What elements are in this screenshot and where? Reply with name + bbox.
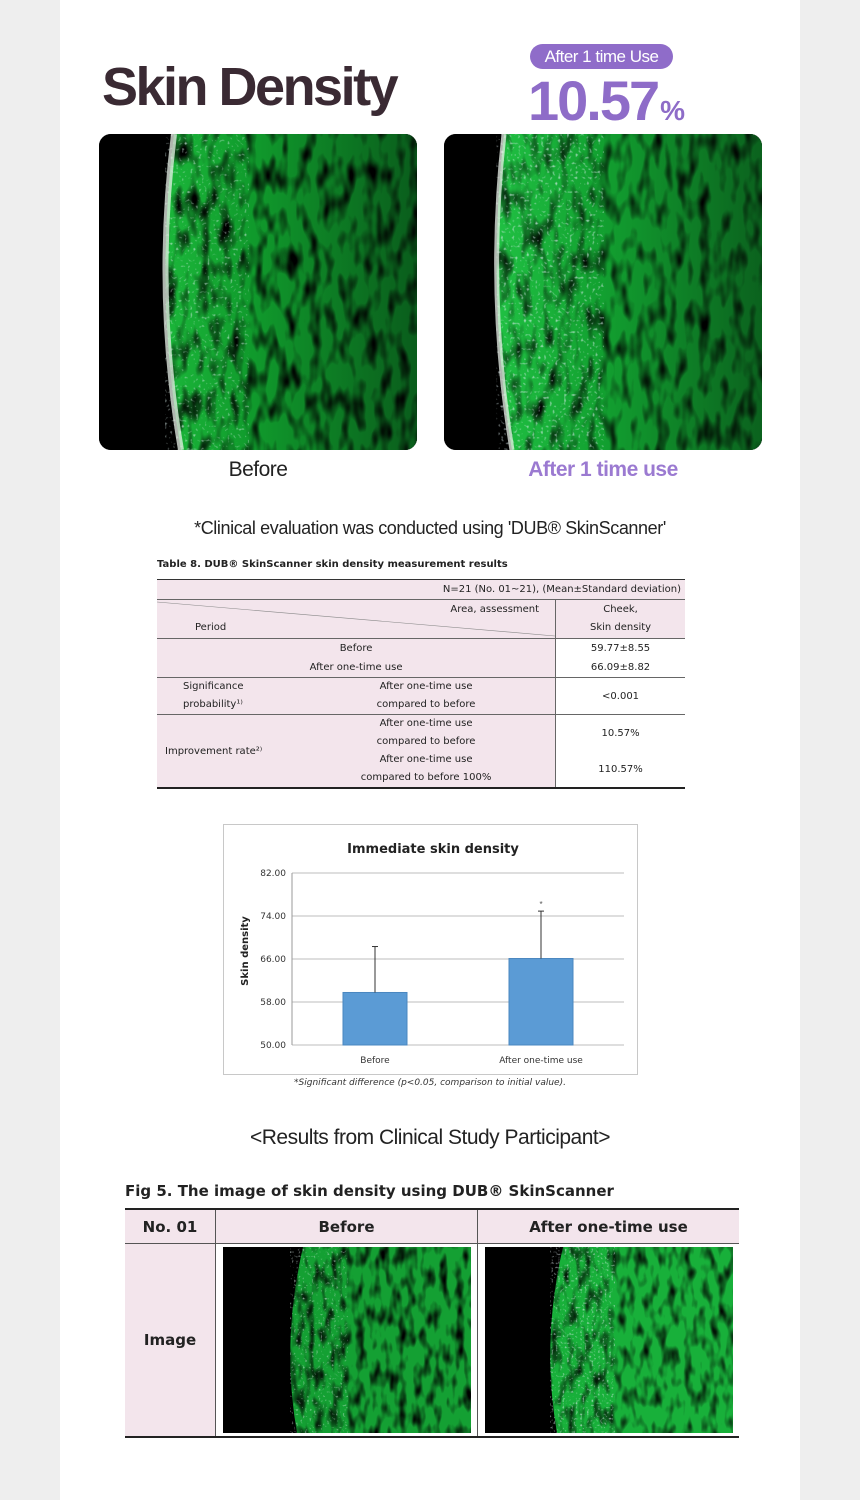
after-row-label: After one-time use bbox=[157, 658, 556, 678]
bar-before bbox=[343, 992, 407, 1045]
bar-after bbox=[509, 959, 573, 1045]
period-label: Period bbox=[195, 622, 227, 633]
y-tick-label: 58.00 bbox=[260, 998, 286, 1008]
improvement-value-b: 110.57% bbox=[598, 763, 643, 775]
improvement-condition-a: After one-time use compared to before bbox=[297, 715, 556, 752]
density-results-table bbox=[157, 579, 685, 789]
significance-marker: * bbox=[539, 900, 543, 910]
y-tick-label: 82.00 bbox=[260, 869, 286, 879]
significance-label: Significance probability¹⁾ bbox=[157, 678, 297, 715]
fig-before-scan bbox=[223, 1247, 471, 1433]
fig-before-cell bbox=[216, 1244, 478, 1438]
cheek-density-header: Cheek, Skin density bbox=[589, 604, 652, 633]
x-tick-label: After one-time use bbox=[499, 1056, 583, 1066]
significance-value: <0.001 bbox=[602, 690, 640, 702]
before-row-label: Before bbox=[157, 639, 556, 659]
chart-footnote: *Significant difference (p<0.05, comparison to initial value). bbox=[294, 1078, 566, 1088]
before-scan-image bbox=[99, 134, 417, 450]
before-value: 59.77±8.55 bbox=[590, 643, 651, 654]
chart-canvas bbox=[224, 825, 637, 1074]
improvement-value: 10.57 bbox=[528, 69, 659, 132]
area-assessment-label: Area, assessment bbox=[450, 604, 540, 615]
density-chart bbox=[223, 824, 638, 1075]
y-axis-label: Skin density bbox=[240, 916, 251, 986]
improvement-stat bbox=[528, 68, 683, 133]
after-use-badge: After 1 time Use bbox=[530, 44, 673, 69]
clinical-note: *Clinical evaluation was conducted using 'DUB® SkinScanner' bbox=[194, 518, 666, 538]
before-header: Before bbox=[216, 1209, 478, 1244]
figure-caption: Fig 5. The image of skin density using DUB® SkinScanner bbox=[125, 1182, 614, 1200]
results-heading: <Results from Clinical Study Participant> bbox=[250, 1126, 610, 1149]
improvement-condition-b: After one-time use compared to before 100% bbox=[297, 751, 556, 788]
y-tick-label: 50.00 bbox=[260, 1041, 286, 1051]
improvement-unit: % bbox=[660, 95, 684, 126]
after-caption: After 1 time use bbox=[528, 458, 678, 481]
before-caption: Before bbox=[228, 458, 288, 481]
after-header: After one-time use bbox=[529, 1217, 688, 1236]
after-value: 66.09±8.82 bbox=[590, 662, 651, 673]
table-caption: Table 8. DUB® SkinScanner skin density measurement results bbox=[157, 559, 508, 570]
x-tick-label: Before bbox=[360, 1056, 390, 1066]
y-tick-label: 74.00 bbox=[260, 912, 286, 922]
participant-figure-table bbox=[125, 1208, 739, 1438]
sample-size-cell: N=21 (No. 01~21), (Mean±Standard deviation) bbox=[157, 580, 685, 600]
improvement-rate-label: Improvement rate²⁾ bbox=[157, 715, 297, 789]
page-title: Skin Density bbox=[102, 57, 397, 117]
period-header-cell bbox=[157, 600, 556, 639]
page bbox=[60, 0, 800, 1500]
image-row-label: Image bbox=[125, 1244, 216, 1438]
participant-id: No. 01 bbox=[125, 1209, 216, 1244]
chart-title: Immediate skin density bbox=[347, 842, 519, 857]
significance-condition: After one-time use compared to before bbox=[297, 678, 556, 715]
y-tick-label: 66.00 bbox=[260, 955, 286, 965]
improvement-value-a: 10.57% bbox=[601, 727, 640, 739]
fig-after-cell bbox=[478, 1244, 740, 1438]
fig-after-scan bbox=[485, 1247, 733, 1433]
after-scan-image bbox=[444, 134, 762, 450]
